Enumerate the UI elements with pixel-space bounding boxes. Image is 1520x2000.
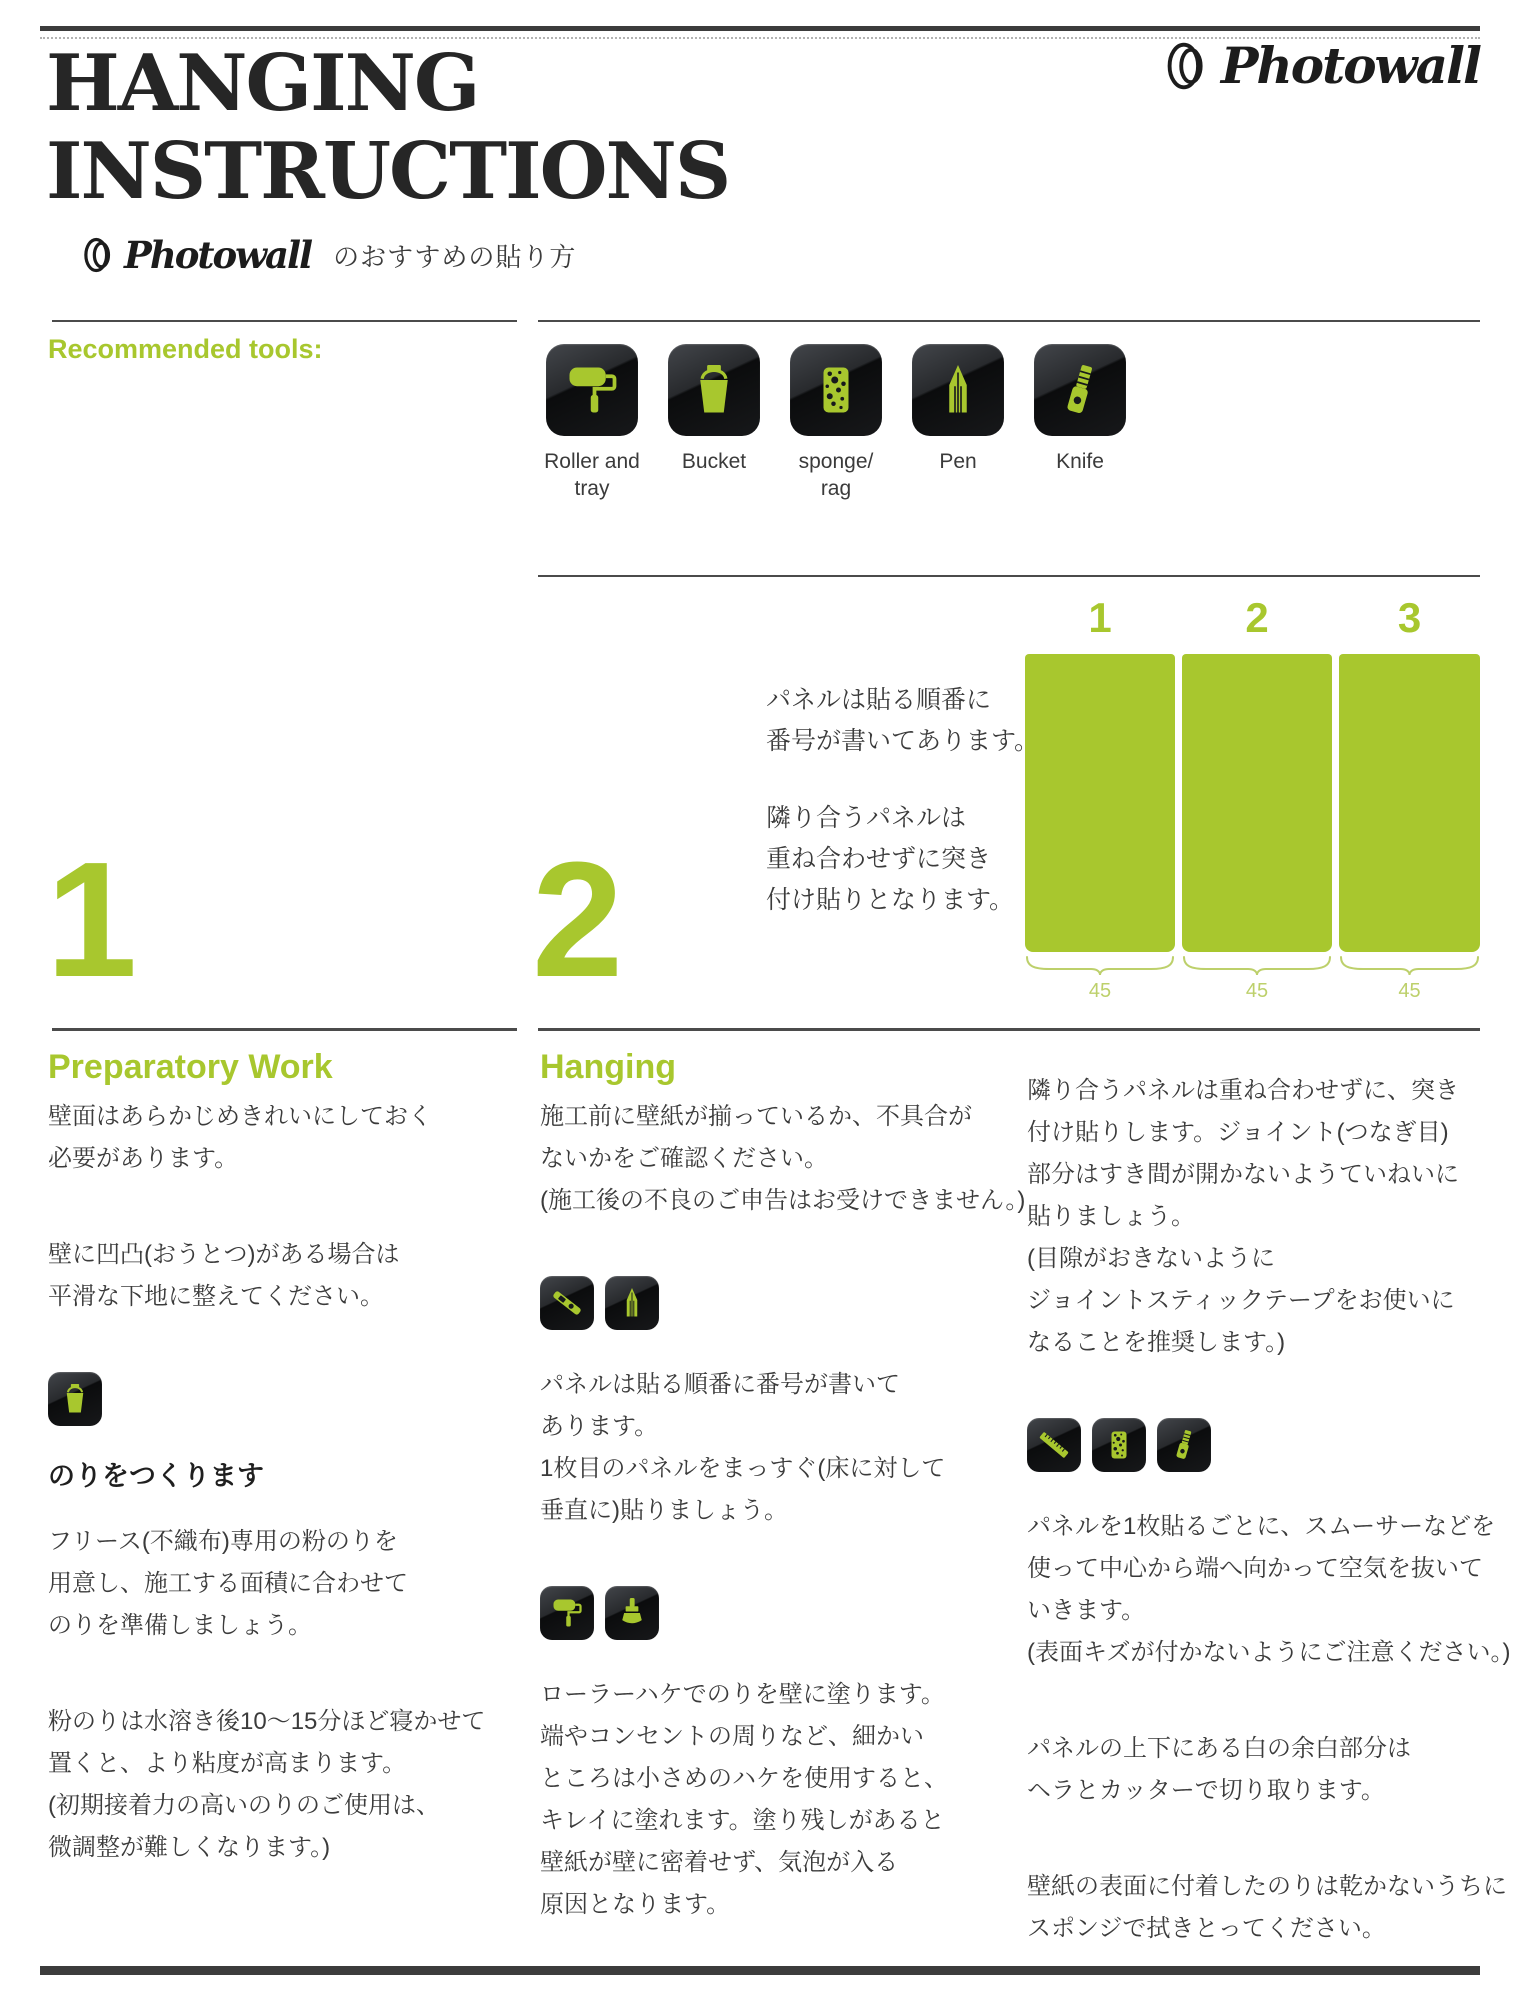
width-brace bbox=[1182, 956, 1332, 983]
tool-tile bbox=[1092, 1418, 1146, 1472]
divider bbox=[538, 320, 1480, 322]
tool-label-line: Bucket bbox=[681, 450, 747, 473]
column-hanging bbox=[540, 1096, 1040, 1980]
paragraph bbox=[1027, 1070, 1483, 1364]
tools-heading: Recommended tools: bbox=[48, 334, 323, 364]
paragraph bbox=[1027, 1728, 1483, 1812]
paragraph-line: パネルを1枚貼るごとに、スムーサーなどを bbox=[1027, 1513, 1496, 1540]
panel-number: 3 bbox=[1397, 594, 1422, 641]
paragraph-line: (表面キズが付かないようにご注意ください。) bbox=[1027, 1639, 1511, 1666]
paragraph-line: なることを推奨します。) bbox=[1027, 1329, 1286, 1356]
panel-width-label: 45 bbox=[1398, 980, 1421, 1002]
tool-tile bbox=[605, 1586, 659, 1640]
paragraph-line: 必要があります。 bbox=[48, 1145, 239, 1172]
panel-rect bbox=[1025, 654, 1175, 952]
paragraph-line: 垂直に)貼りましょう。 bbox=[540, 1497, 788, 1524]
tool-tile bbox=[540, 1586, 594, 1640]
paragraph bbox=[48, 1234, 518, 1318]
note-line: 重ね合わせずに突き bbox=[766, 845, 992, 873]
paragraph-line: ところは小さめのハケを使用すると、 bbox=[540, 1765, 948, 1792]
note-line: 番号が書いてあります。 bbox=[766, 727, 1040, 755]
brand-logo-text: Photowall bbox=[1220, 36, 1480, 95]
paragraph-line: パネルは貼る順番に番号が書いて bbox=[540, 1371, 900, 1398]
note-line: パネルは貼る順番に bbox=[766, 686, 992, 714]
tool-knife bbox=[1034, 344, 1126, 502]
subtitle bbox=[84, 224, 576, 286]
paragraph-line: いきます。 bbox=[1027, 1597, 1146, 1624]
paragraph-line: 壁面はあらかじめきれいにしておく bbox=[48, 1103, 432, 1130]
tool-tile bbox=[1157, 1418, 1211, 1472]
tool-tile bbox=[1027, 1418, 1081, 1472]
paragraph-line: (目隙がおきないように bbox=[1027, 1245, 1275, 1272]
brand-logo bbox=[1167, 36, 1480, 95]
subtitle-text: のおすすめの貼り方 bbox=[333, 241, 577, 272]
pen-icon bbox=[614, 1285, 650, 1321]
panel-width-label: 45 bbox=[1245, 980, 1269, 1002]
paragraph-line: パネルの上下にある白の余白部分は bbox=[1027, 1735, 1411, 1762]
paragraph-line: 使って中心から端へ向かって空気を抜いて bbox=[1027, 1555, 1483, 1582]
pen-icon bbox=[928, 360, 988, 420]
tool-tile bbox=[48, 1372, 102, 1426]
wallpaper-panel bbox=[1025, 596, 1175, 1008]
photowall-mark-icon bbox=[84, 235, 116, 275]
panel-number: 2 bbox=[1245, 594, 1269, 641]
note-line: 隣り合うパネルは bbox=[766, 804, 967, 832]
paragraph-line: 端やコンセントの周りなど、細かい bbox=[540, 1723, 924, 1750]
icon-row bbox=[540, 1586, 1040, 1640]
tool-roller bbox=[546, 344, 638, 502]
tool-tile bbox=[546, 344, 638, 436]
tool-label-line: Knife bbox=[1056, 450, 1104, 473]
divider bbox=[538, 575, 1480, 577]
subtitle-brand-text: Photowall bbox=[124, 233, 312, 277]
tool-label-line: sponge/ bbox=[798, 450, 874, 473]
brush-icon bbox=[614, 1595, 650, 1631]
paragraph-line: キレイに塗れます。塗り残しがあると bbox=[540, 1807, 945, 1834]
tool-tile bbox=[1034, 344, 1126, 436]
paragraph-line: ローラーハケでのりを壁に塗ります。 bbox=[540, 1681, 945, 1708]
paragraph-line: ないかをご確認ください。 bbox=[540, 1145, 828, 1172]
paragraph-line: (初期接着力の高いのりのご使用は、 bbox=[48, 1792, 440, 1819]
page-title-line1: HANGING bbox=[46, 38, 479, 129]
paragraph-line: 壁に凹凸(おうとつ)がある場合は bbox=[48, 1241, 400, 1268]
tool-tile bbox=[912, 344, 1004, 436]
tool-pen bbox=[912, 344, 1004, 502]
paragraph-line: 貼りましょう。 bbox=[1027, 1203, 1195, 1230]
column-finishing bbox=[1027, 1070, 1511, 2000]
step-number-2: 2 bbox=[532, 828, 620, 1011]
tool-tile bbox=[605, 1276, 659, 1330]
tool-label-line: tray bbox=[574, 477, 610, 500]
diagram-note-1 bbox=[766, 680, 1039, 762]
paragraph-line: 施工前に壁紙が揃っているか、不具合が bbox=[540, 1103, 972, 1130]
panel-width-label: 45 bbox=[1088, 980, 1112, 1002]
width-brace bbox=[1339, 956, 1480, 983]
paragraph bbox=[540, 1364, 1040, 1532]
note-line: 付け貼りとなります。 bbox=[766, 886, 1015, 914]
level-icon bbox=[549, 1285, 585, 1321]
photowall-mark-icon bbox=[1167, 39, 1211, 93]
sponge-icon bbox=[1101, 1427, 1137, 1463]
subheading: のりをつくります bbox=[48, 1461, 264, 1491]
paragraph-line: 部分はすき間が開かないようていねいに bbox=[1027, 1161, 1459, 1188]
paragraph-line: 原因となります。 bbox=[540, 1891, 731, 1918]
tool-tile bbox=[668, 344, 760, 436]
paragraph-line: 1枚目のパネルをまっすぐ(床に対して bbox=[540, 1455, 946, 1482]
paragraph bbox=[48, 1521, 518, 1647]
roller-icon bbox=[549, 1595, 585, 1631]
paragraph bbox=[1027, 1866, 1507, 1950]
paragraph-line: 用意し、施工する面積に合わせて bbox=[48, 1570, 408, 1597]
column-preparatory-work bbox=[48, 1096, 518, 1923]
paragraph bbox=[48, 1096, 518, 1180]
tool-label-line: Roller and bbox=[544, 450, 640, 473]
icon-row bbox=[48, 1372, 518, 1426]
diagram-note-2 bbox=[766, 798, 1014, 921]
paragraph-line: 粉のりは水溶き後10〜15分ほど寝かせて bbox=[48, 1708, 486, 1735]
bottom-rule bbox=[40, 1966, 1480, 1975]
panel-number: 1 bbox=[1088, 594, 1112, 641]
paragraph-line: 微調整が難しくなります。) bbox=[48, 1834, 331, 1861]
paragraph-line: 隣り合うパネルは重ね合わせずに、突き bbox=[1027, 1077, 1459, 1104]
paragraph-line: ヘラとカッターで切り取ります。 bbox=[1027, 1777, 1385, 1804]
heading-preparatory-work: Preparatory Work bbox=[48, 1048, 333, 1086]
divider bbox=[52, 1028, 517, 1031]
paragraph-line: 壁紙が壁に密着せず、気泡が入る bbox=[540, 1849, 899, 1876]
page-title-line2: INSTRUCTIONS bbox=[46, 126, 730, 217]
tool-label-line: rag bbox=[820, 477, 852, 500]
wallpaper-panel bbox=[1339, 596, 1480, 1008]
divider bbox=[52, 320, 517, 322]
page-title bbox=[46, 40, 729, 216]
paragraph-line: ジョイントスティックテープをお使いに bbox=[1027, 1287, 1455, 1314]
tool-label bbox=[1005, 448, 1155, 475]
paragraph-line: あります。 bbox=[540, 1413, 659, 1440]
panel-rect bbox=[1182, 654, 1332, 952]
icon-row bbox=[540, 1276, 1040, 1330]
paragraph bbox=[1027, 1506, 1511, 1674]
bucket-icon bbox=[57, 1381, 93, 1417]
paragraph-line: のりを準備しましょう。 bbox=[48, 1612, 312, 1639]
roller-icon bbox=[562, 360, 622, 420]
tool-sponge bbox=[790, 344, 882, 502]
knife-icon bbox=[1050, 360, 1110, 420]
paragraph-line: (施工後の不良のご申告はお受けできません。) bbox=[540, 1187, 1026, 1214]
width-brace bbox=[1025, 956, 1175, 983]
icon-row bbox=[1027, 1418, 1483, 1472]
paragraph-line: フリース(不織布)専用の粉のりを bbox=[48, 1528, 398, 1555]
divider bbox=[538, 1028, 1480, 1031]
paragraph bbox=[540, 1674, 1040, 1926]
paragraph-line: スポンジで拭きとってください。 bbox=[1027, 1915, 1386, 1942]
sponge-icon bbox=[806, 360, 866, 420]
paragraph-line: 壁紙の表面に付着したのりは乾かないうちに bbox=[1027, 1873, 1507, 1900]
paragraph-line: 平滑な下地に整えてください。 bbox=[48, 1283, 384, 1310]
panel-rect bbox=[1339, 654, 1480, 952]
bucket-icon bbox=[684, 360, 744, 420]
tool-tile bbox=[540, 1276, 594, 1330]
panel-diagram bbox=[1025, 596, 1483, 1008]
tool-label-line: Pen bbox=[939, 450, 977, 473]
heading-hanging: Hanging bbox=[540, 1048, 676, 1086]
knife-icon bbox=[1166, 1427, 1202, 1463]
tools-row bbox=[546, 344, 1156, 502]
paragraph-line: 付け貼りします。ジョイント(つなぎ目) bbox=[1027, 1119, 1449, 1146]
ruler-icon bbox=[1036, 1427, 1072, 1463]
wallpaper-panel bbox=[1182, 596, 1332, 1008]
paragraph-line: 置くと、より粘度が高まります。 bbox=[48, 1750, 407, 1777]
top-rule bbox=[40, 26, 1480, 31]
paragraph bbox=[48, 1701, 518, 1869]
step-number-1: 1 bbox=[46, 828, 134, 1011]
tool-tile bbox=[790, 344, 882, 436]
paragraph bbox=[540, 1096, 1040, 1222]
tool-bucket bbox=[668, 344, 760, 502]
